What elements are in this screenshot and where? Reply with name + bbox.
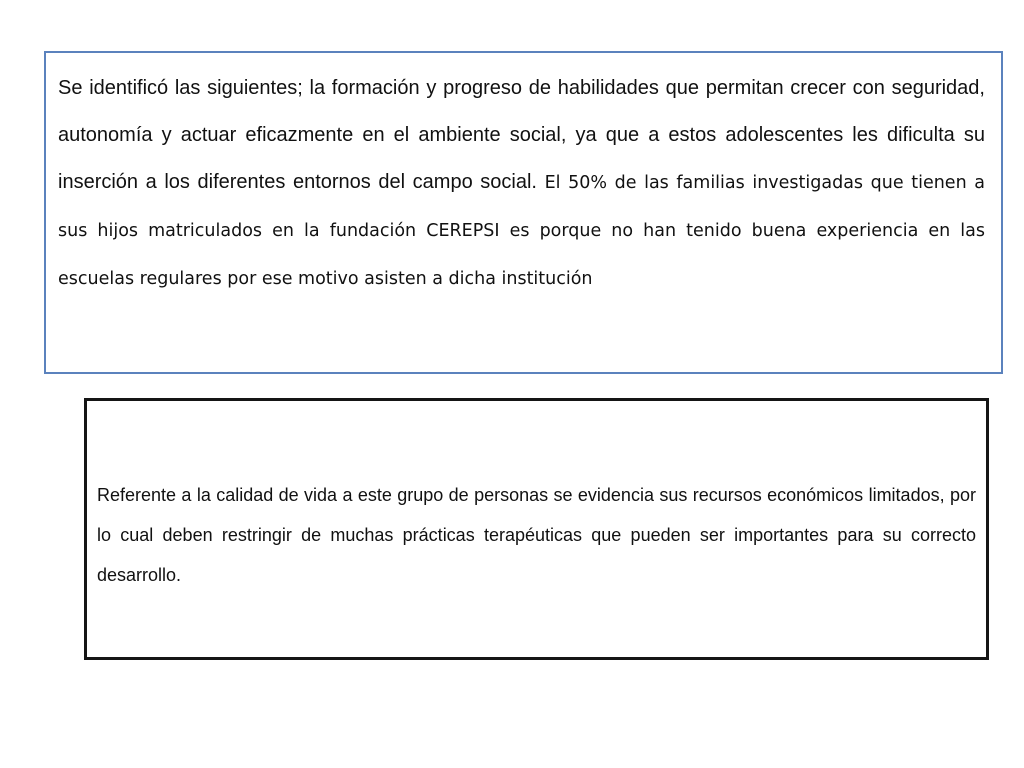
findings-paragraph — [58, 65, 985, 303]
findings-text-box — [44, 51, 1003, 374]
findings-lead-text: Se identificó las siguientes; la formación y progreso de habilidades que permitan crecer con seguridad, autonomía y actuar eficazmente en el ambiente social, ya que a estos adolescentes les dificulta su inserción a los diferentes entornos del campo social. — [58, 77, 985, 193]
quality-of-life-paragraph: Referente a la calidad de vida a este grupo de personas se evidencia sus recursos económicos limitados, por lo cual deben restringir de muchas prácticas terapéuticas que pueden ser importantes para su correcto desarrollo. — [97, 485, 976, 585]
quality-of-life-text-box — [84, 398, 989, 660]
findings-families-text: El 50% de las familias investigadas que tienen a sus hijos matriculados en la fundación CEREPSI es porque no han tenido buena experiencia en las escuelas regulares por ese motivo asisten a dicha institución — [58, 173, 985, 289]
